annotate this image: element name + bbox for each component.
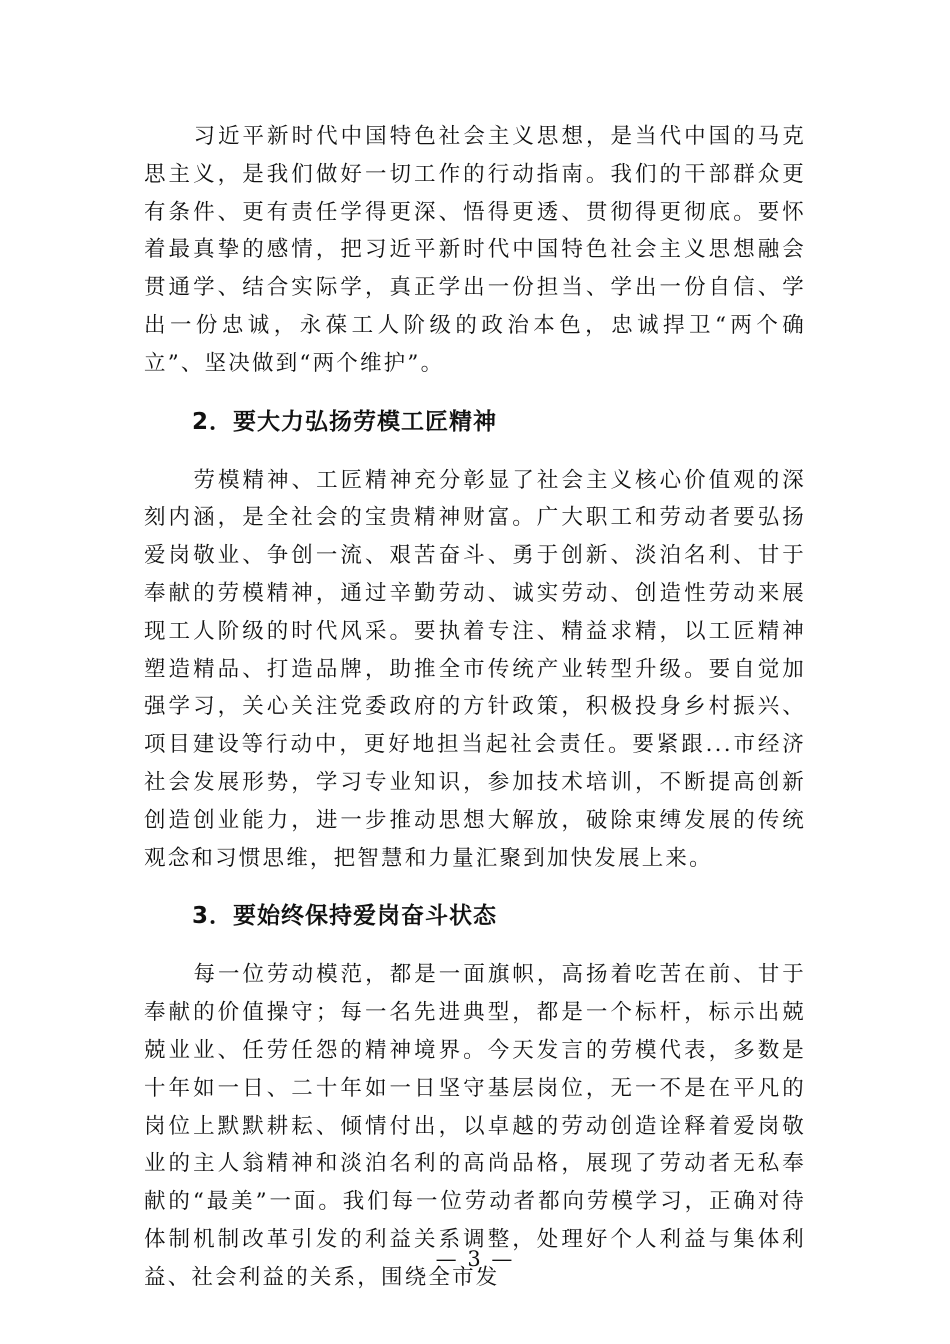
paragraph-model-worker-spirit: 劳模精神、工匠精神充分彰显了社会主义核心价值观的深刻内涵，是全社会的宝贵精神财富。广大职工和劳动者要弘扬爱岗敬业、争创一流、艰苦奋斗、勇于创新、淡泊名利、甘于奉献的劳模精神，通过辛勤劳动、诚实劳动、创造性劳动来展现工人阶级的时代风采。要执着专注、精益求精，以工匠精神塑造精品、打造品牌，助推全市传统产业转型升级。要自觉加强学习，关心关注党委政府的方针政策，积极投身乡村振兴、项目建设等行动中，更好地担当起社会责任。要紧跟...市经济社会发展形势，学习专业知识，参加技术培训，不断提高创新创造创业能力，进一步推动思想大解放，破除束缚发展的传统观念和习惯思维，把智慧和力量汇聚到加快发展上来。 xyxy=(144,467,806,871)
page-number: — 3 — xyxy=(435,1247,515,1271)
section-heading-3: 3．要始终保持爱岗奋斗状态 xyxy=(192,903,498,930)
paragraph-dedication: 每一位劳动模范，都是一面旗帜，高扬着吃苦在前、甘于奉献的价值操守；每一名先进典型，都是一个标杆，标示出兢兢业业、任劳任怨的精神境界。今天发言的劳模代表，多数是十年如一日、二十年如一日坚守基层岗位，无一不是在平凡的岗位上默默耕耘、倾情付出，以卓越的劳动创造诠释着爱岗敬业的主人翁精神和淡泊名利的高尚品格，展现了劳动者无私奉献的“最美”一面。我们每一位劳动者都向劳模学习，正确对待体制机制改革引发的利益关系调整，处理好个人利益与集体利益、社会利益的关系，围绕全市发 xyxy=(144,962,806,1290)
paragraph-study-thought: 习近平新时代中国特色社会主义思想，是当代中国的马克思主义，是我们做好一切工作的行动指南。我们的干部群众更有条件、更有责任学得更深、悟得更透、贯彻得更彻底。要怀着最真挚的感情，把习近平新时代中国特色社会主义思想融会贯通学、结合实际学，真正学出一份担当、学出一份自信、学出一份忠诚，永葆工人阶级的政治本色，忠诚捍卫“两个确立”、坚决做到“两个维护”。 xyxy=(144,124,806,376)
section-heading-2: 2．要大力弘扬劳模工匠精神 xyxy=(192,408,498,435)
